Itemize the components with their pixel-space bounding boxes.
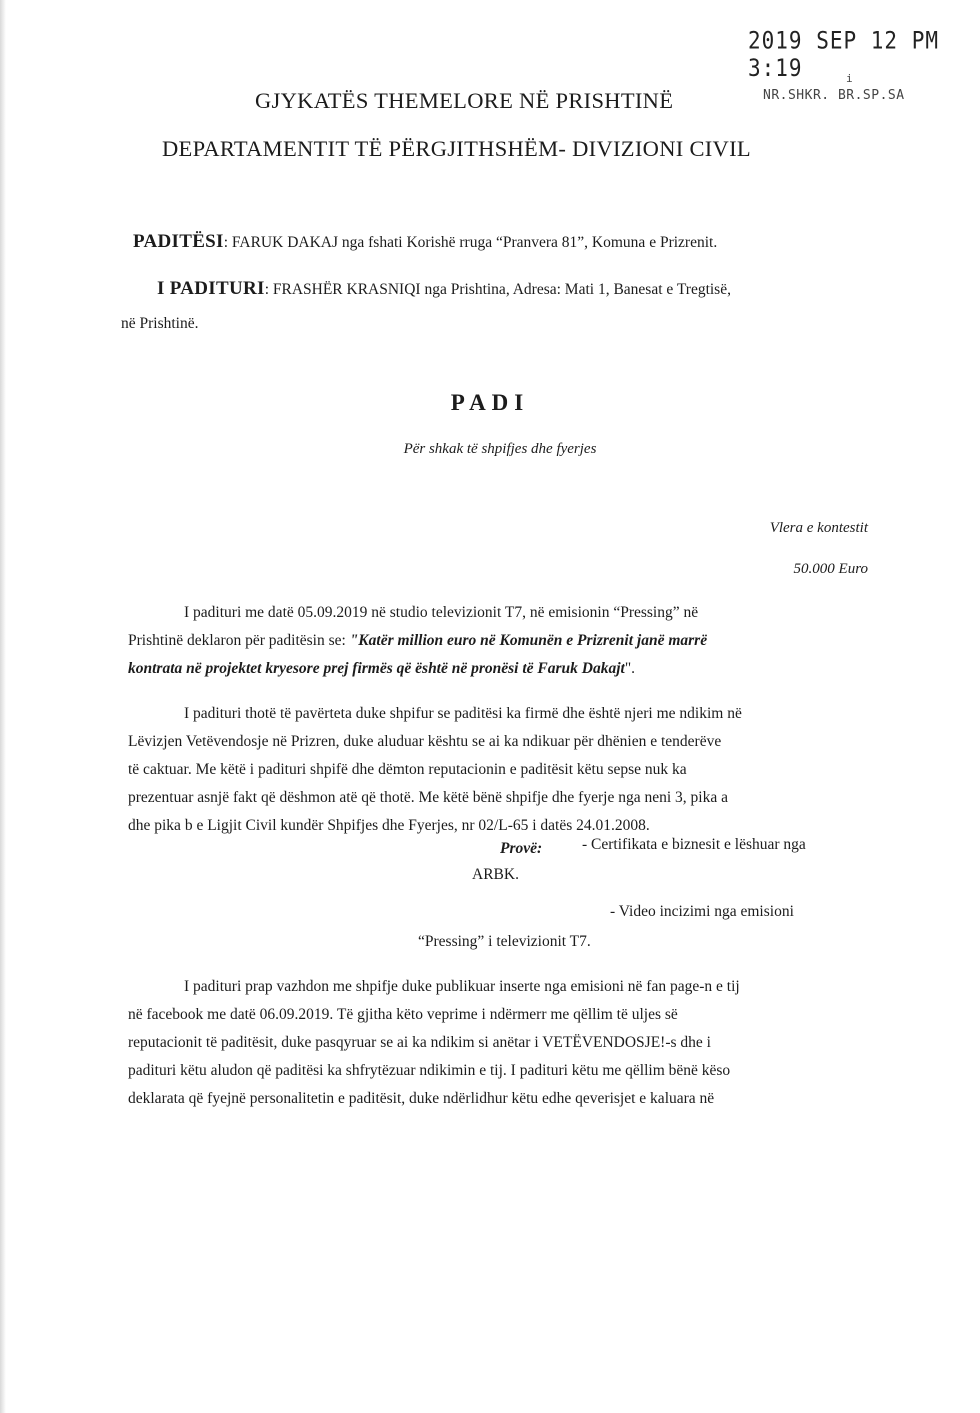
page-edge-shadow xyxy=(0,0,6,1413)
paragraph-1-line-3 xyxy=(128,660,635,678)
evidence-item-2-continued: “Pressing” i televizionit T7. xyxy=(418,933,591,950)
evidence-item-1-continued: ARBK. xyxy=(472,866,519,883)
paragraph-3-line-1: I padituri prap vazhdon me shpifje duke publikuar inserte nga emisioni në fan page-n e tij xyxy=(184,978,740,995)
stamp-mark: i xyxy=(846,72,853,85)
court-name-heading: GJYKATËS THEMELORE NË PRISHTINË xyxy=(255,88,674,113)
plaintiff-line xyxy=(133,231,717,253)
evidence-item-1: - Certifikata e biznesit e lëshuar nga xyxy=(582,836,806,853)
paragraph-3-line-3: reputacionit të paditësit, duke pasqyruar se ai ka ndikim si anëtar i VETËVENDOSJE!-s dhe i xyxy=(128,1034,711,1051)
paragraph-2-line-1: I padituri thotë të pavërteta duke shpifur se paditësi ka firmë dhe është njeri me ndikim në xyxy=(184,705,742,722)
paragraph-2-line-5: dhe pika b e Ligjit Civil kundër Shpifjes dhe Fyerjes, nr 02/L-65 i datës 24.01.2008. xyxy=(128,817,650,834)
defendant-line xyxy=(157,278,731,300)
quote-close: ". xyxy=(624,660,636,677)
quoted-statement-end: kontrata në projektet kryesore prej firmës që është në pronësi të Faruk Dakajt xyxy=(128,660,625,677)
claim-title: PADI xyxy=(450,390,530,415)
quoted-statement-start: "Katër million euro në Komunën e Prizrenit janë marrë xyxy=(349,632,708,649)
paragraph-2-line-3: të caktuar. Me këtë i padituri shpifë dhe dëmton reputacionin e paditësit këtu sepse nuk ka xyxy=(128,761,687,778)
division-heading: DEPARTAMENTIT TË PËRGJITHSHËM- DIVIZIONI CIVIL xyxy=(162,136,751,161)
defendant-details: : FRASHËR KRASNIQI nga Prishtina, Adresa: Mati 1, Banesat e Tregtisë, xyxy=(264,281,731,298)
claim-subtitle: Për shkak të shpifjes dhe fyerjes xyxy=(403,441,597,457)
plaintiff-label: PADITËSI xyxy=(133,231,224,252)
dispute-value-label: Vlera e kontestit xyxy=(769,520,868,536)
evidence-label: Provë: xyxy=(500,840,543,857)
filing-number-stamp: NR.SHKR. BR.SP.SA xyxy=(763,88,905,103)
dispute-value-amount: 50.000 Euro xyxy=(793,561,868,577)
paragraph-3-line-4: padituri këtu aludon që paditësi ka shfrytëzuar ndikimin e tij. I padituri këtu me qëllim bënë këso xyxy=(128,1062,731,1079)
paragraph-3-line-5: deklarata që fyejnë personalitetin e paditësit, duke ndërlidhur këtu edhe qeverisjet e kaluara në xyxy=(128,1090,715,1107)
plaintiff-details: : FARUK DAKAJ nga fshati Korishë rruga “Pranvera 81”, Komuna e Prizrenit. xyxy=(223,234,718,251)
paragraph-3-line-2: në facebook me datë 06.09.2019. Të gjitha këto veprime i ndërmerr me qëllim të uljes së xyxy=(128,1006,678,1023)
evidence-item-2: - Video incizimi nga emisioni xyxy=(610,903,794,920)
received-date-stamp: 2019 SEP 12 PM 3:19 xyxy=(748,26,940,82)
paragraph-1-line-1: I padituri me datë 05.09.2019 në studio televizionit T7, në emisionin “Pressing” në xyxy=(184,604,699,621)
paragraph-1-line-2-plain: Prishtinë deklaron për paditësin se: xyxy=(128,632,350,649)
defendant-line-continued: në Prishtinë. xyxy=(121,315,199,332)
paragraph-2-line-2: Lëvizjen Vetëvendosje në Prizren, duke aluduar kështu se ai ka ndikuar për dhënien e tenderëve xyxy=(128,733,722,750)
defendant-label: I PADITURI xyxy=(157,278,265,299)
paragraph-2-line-4: prezentuar asnjë fakt që dëshmon atë që thotë. Me këtë bënë shpifje dhe fyerje nga neni 3, pika a xyxy=(128,789,728,806)
paragraph-1-line-2 xyxy=(128,632,707,650)
